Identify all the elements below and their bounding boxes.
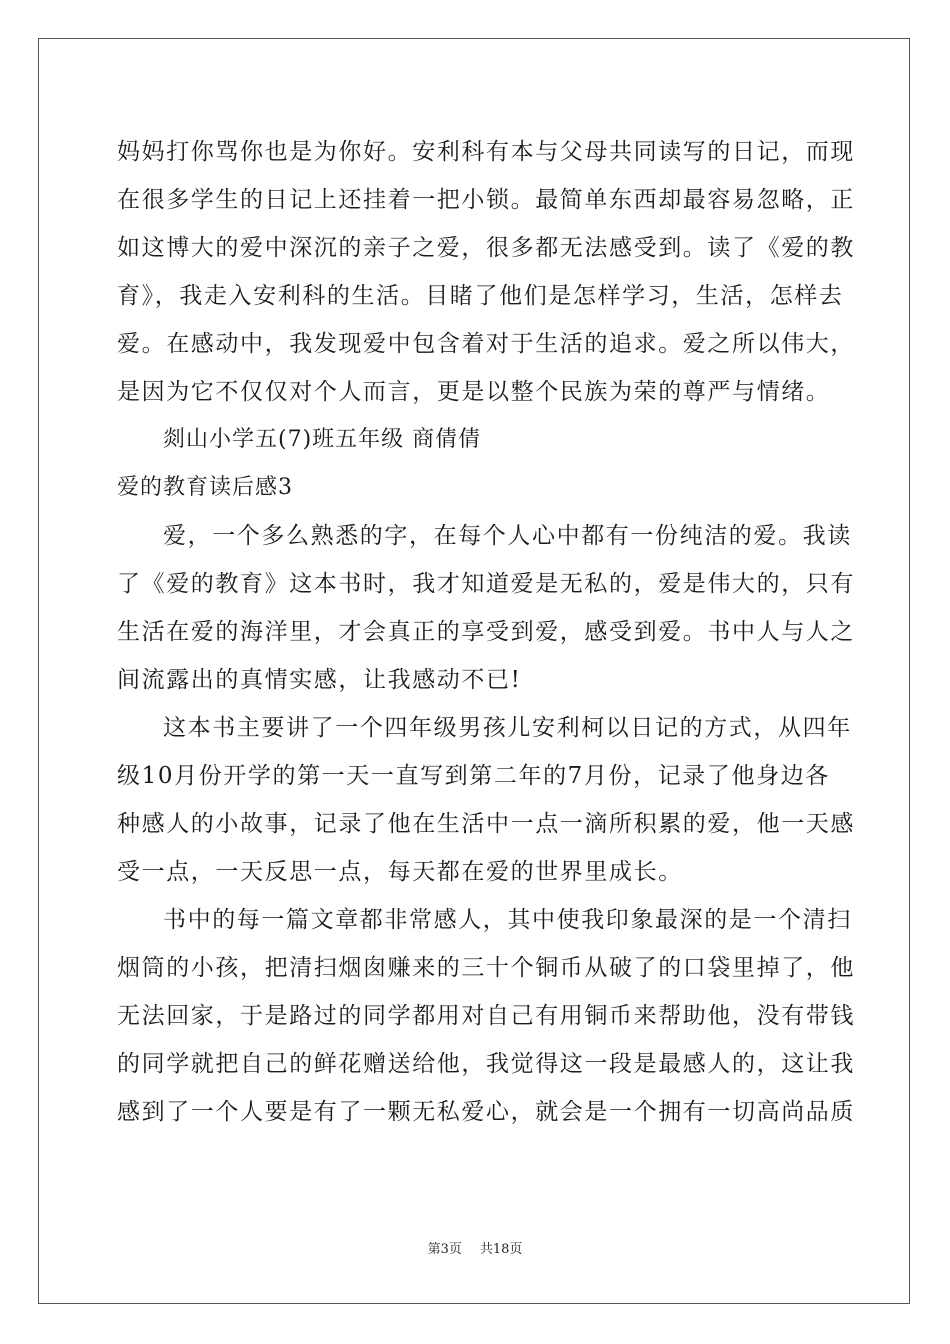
text-line: 爱，一个多么熟悉的字，在每个人心中都有一份纯洁的爱。我读 <box>163 523 852 549</box>
text-line: 爱。在感动中，我发现爱中包含着对于生活的追求。爱之所以伟大， <box>117 331 855 357</box>
page-total: 共18页 <box>479 1242 523 1257</box>
text-line: 了《爱的教育》这本书时，我才知道爱是无私的，爱是伟大的，只有 <box>117 571 855 597</box>
paragraph-4 <box>117 896 855 1136</box>
text-line: 种感人的小故事，记录了他在生活中一点一滴所积累的爱，他一天感 <box>117 811 855 837</box>
page-number: 第3页 <box>427 1242 462 1257</box>
paragraph-2 <box>117 512 855 704</box>
text-line: 书中的每一篇文章都非常感人，其中使我印象最深的是一个清扫 <box>163 907 852 933</box>
text-line: 育》，我走入安利科的生活。目睹了他们是怎样学习，生活，怎样去 <box>117 283 844 309</box>
text-line: 无法回家，于是路过的同学都用对自己有用铜币来帮助他，没有带钱 <box>117 1003 855 1029</box>
text-line: 的同学就把自己的鲜花赠送给他，我觉得这一段是最感人的，这让我 <box>117 1051 855 1077</box>
text-line: 烟筒的小孩，把清扫烟囱赚来的三十个铜币从破了的口袋里掉了，他 <box>117 955 855 981</box>
paragraph-1 <box>117 128 855 416</box>
paragraph-3 <box>117 704 855 896</box>
text-line: 级10月份开学的第一天一直写到第二年的7月份，记录了他身边各 <box>117 763 830 789</box>
signature: 剡山小学五(7)班五年级 商倩倩 <box>163 427 482 452</box>
text-line: 是因为它不仅仅对个人而言，更是以整个民族为荣的尊严与情绪。 <box>117 379 831 405</box>
page-footer <box>0 1238 950 1257</box>
text-line: 如这博大的爱中深沉的亲子之爱，很多都无法感受到。读了《爱的教 <box>117 235 855 261</box>
text-line: 间流露出的真情实感，让我感动不已! <box>117 667 522 693</box>
text-line: 感到了一个人要是有了一颗无私爱心，就会是一个拥有一切高尚品质 <box>117 1099 855 1125</box>
text-line: 在很多学生的日记上还挂着一把小锁。最简单东西却最容易忽略，正 <box>117 187 855 213</box>
text-line: 生活在爱的海洋里，才会真正的享受到爱，感受到爱。书中人与人之 <box>117 619 855 645</box>
document-body <box>117 128 855 1136</box>
text-line: 这本书主要讲了一个四年级男孩儿安利柯以日记的方式，从四年 <box>163 715 852 741</box>
text-line: 受一点，一天反思一点，每天都在爱的世界里成长。 <box>117 859 683 885</box>
section-title: 爱的教育读后感3 <box>117 475 293 500</box>
text-line: 妈妈打你骂你也是为你好。安利科有本与父母共同读写的日记，而现 <box>117 139 855 165</box>
